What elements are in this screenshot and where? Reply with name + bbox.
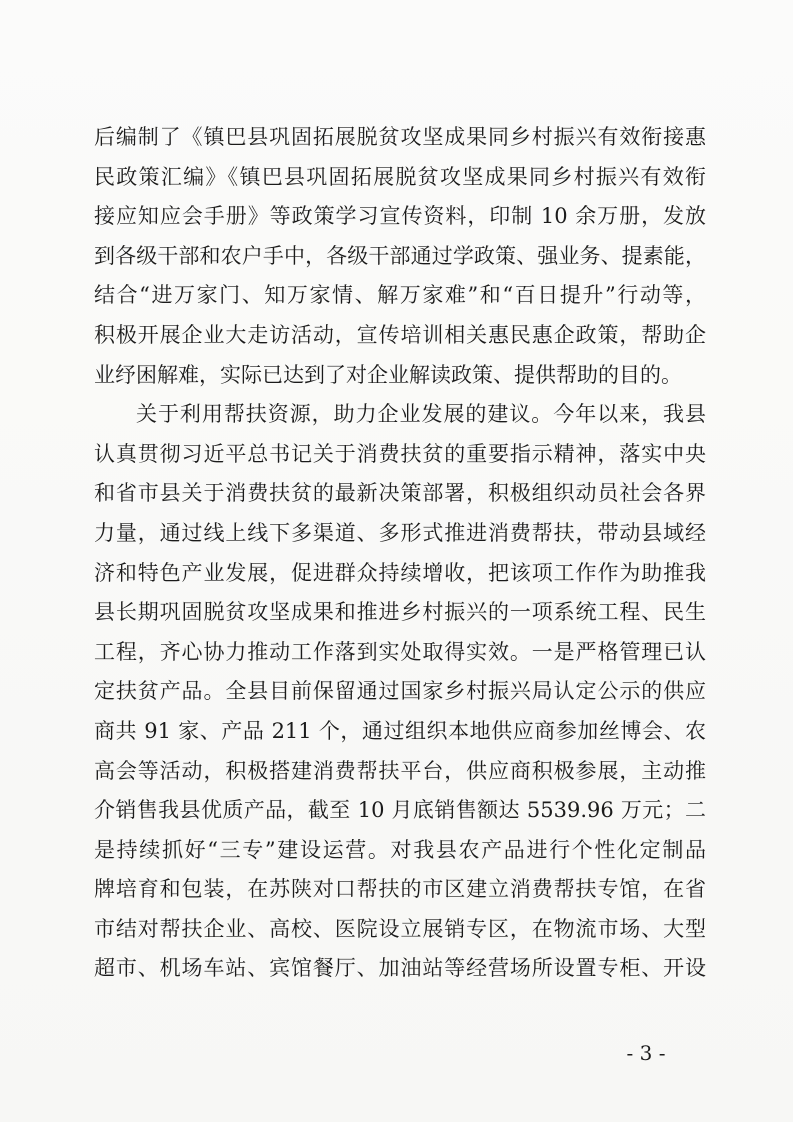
paragraph-2-line-2: 认真贯彻习近平总书记关于消费扶贫的重要指示精神，落实中央 (94, 441, 706, 466)
paragraph-2-line-13: 牌培育和包装，在苏陕对口帮扶的市区建立消费帮扶专馆，在省 (94, 877, 706, 902)
body-text (94, 118, 706, 989)
page-number: - 3 - (626, 1041, 666, 1065)
paragraph-2-line-8: 定扶贫产品。全县目前保留通过国家乡村振兴局认定公示的供应 (94, 679, 706, 704)
paragraph-2-line-3: 和省市县关于消费扶贫的最新决策部署，积极组织动员社会各界 (94, 481, 706, 506)
paragraph-2-line-1: 关于利用帮扶资源，助力企业发展的建议。今年以来，我县 (136, 402, 706, 427)
paragraph-2-line-15: 超市、机场车站、宾馆餐厅、加油站等经营场所设置专柜、开设 (94, 956, 706, 981)
paragraph-2-line-10: 高会等活动，积极搭建消费帮扶平台，供应商积极参展，主动推 (94, 758, 706, 783)
paragraph-2-line-6: 县长期巩固脱贫攻坚成果和推进乡村振兴的一项系统工程、民生 (94, 600, 706, 625)
paragraph-2-line-5: 济和特色产业发展，促进群众持续增收，把该项工作作为助推我 (94, 560, 706, 585)
paragraph-2-line-9: 商共 91 家、产品 211 个，通过组织本地供应商参加丝博会、农 (94, 718, 706, 743)
paragraph-1-line-6: 积极开展企业大走访活动，宣传培训相关惠民惠企政策，帮助企 (94, 322, 706, 347)
paragraph-2-line-7: 工程，齐心协力推动工作落到实处取得实效。一是严格管理已认 (94, 639, 706, 664)
paragraph-2-line-14: 市结对帮扶企业、高校、医院设立展销专区，在物流市场、大型 (94, 916, 706, 941)
paragraph-2-line-11: 介销售我县优质产品，截至 10 月底销售额达 5539.96 万元；二 (94, 798, 706, 823)
paragraph-1-line-3: 接应知应会手册》等政策学习宣传资料，印制 10 余万册，发放 (94, 204, 706, 229)
paragraph-2-line-4: 力量，通过线上线下多渠道、多形式推进消费帮扶，带动县域经 (94, 520, 706, 545)
paragraph-2-line-12: 是持续抓好“三专”建设运营。对我县农产品进行个性化定制品 (94, 837, 706, 862)
paragraph-1-line-2: 民政策汇编》《镇巴县巩固拓展脱贫攻坚成果同乡村振兴有效衔 (94, 164, 706, 189)
paragraph-1-line-4: 到各级干部和农户手中，各级干部通过学政策、强业务、提素能， (94, 243, 706, 268)
paragraph-1-line-7: 业纾困解难，实际已达到了对企业解读政策、提供帮助的目的。 (94, 362, 682, 387)
paragraph-1-line-1: 后编制了《镇巴县巩固拓展脱贫攻坚成果同乡村振兴有效衔接惠 (94, 125, 706, 149)
paragraph-1-line-5: 结合“进万家门、知万家情、解万家难”和“百日提升”行动等， (94, 283, 706, 308)
